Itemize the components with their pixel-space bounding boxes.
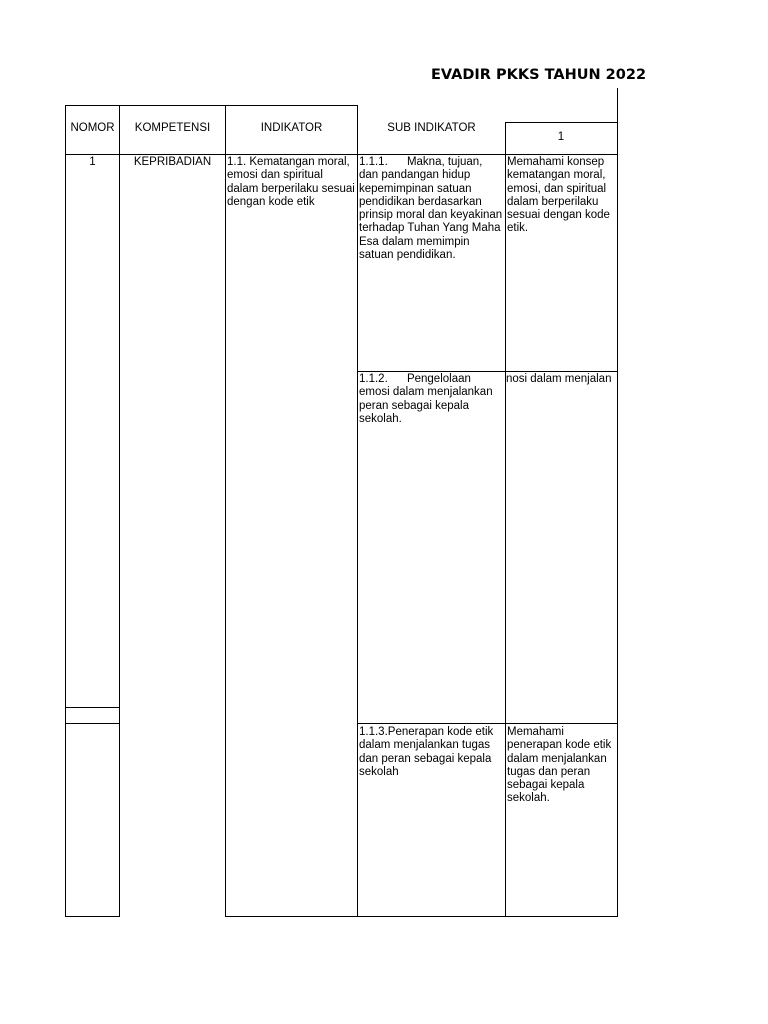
header-nomor: NOMOR — [70, 122, 115, 134]
sub-indikator-1-level-1: Memahami konsep kematangan moral, emosi, dan spiritual dalam berperilaku sesuai dengan kode etik. — [507, 156, 610, 235]
row-kompetensi: KEPRIBADIAN — [133, 156, 212, 168]
grid-line — [357, 105, 358, 917]
grid-line — [505, 122, 506, 917]
sub-indikator-2-level-1: nosi dalam menjalan — [506, 373, 612, 385]
row-nomor: 1 — [89, 156, 96, 168]
row-indikator: 1.1. Kematangan moral, emosi dan spiritual dalam berperilaku sesuai dengan kode etik — [227, 156, 355, 208]
grid-line — [65, 723, 120, 724]
grid-line — [65, 105, 358, 106]
grid-line — [65, 154, 617, 155]
grid-line — [119, 105, 120, 917]
header-level-1: 1 — [557, 131, 565, 143]
grid-line — [65, 916, 120, 917]
grid-line — [65, 105, 66, 917]
grid-line — [358, 723, 617, 724]
document-title: EVADIR PKKS TAHUN 2022 — [431, 67, 647, 83]
sub-indikator-3-label: 1.1.3.Penerapan kode etik dalam menjalankan tugas dan peran sebagai kepala sekolah — [359, 726, 494, 778]
grid-line — [505, 122, 617, 123]
grid-line — [358, 371, 617, 372]
header-sub-indikator: SUB INDIKATOR — [387, 122, 476, 134]
grid-line — [225, 105, 226, 917]
grid-line — [65, 707, 120, 708]
header-kompetensi: KOMPETENSI — [134, 122, 211, 134]
sub-indikator-1-label: 1.1.1. Makna, tujuan, dan pandangan hidup kepemimpinan satuan pendidikan berdasarkan prinsip moral dan keyakinan terhadap Tuhan Yang Maha Esa dalam memimpin satuan pendidikan. — [359, 156, 503, 262]
header-indikator: INDIKATOR — [260, 122, 323, 134]
sub-indikator-3-level-1: Memahami penerapan kode etik dalam menjalankan tugas dan peran sebagai kepala sekolah. — [507, 726, 612, 805]
sub-indikator-2-label: 1.1.2. Pengelolaan emosi dalam menjalankan peran sebagai kepala sekolah. — [359, 373, 493, 425]
grid-line — [225, 916, 617, 917]
grid-line — [617, 88, 618, 917]
